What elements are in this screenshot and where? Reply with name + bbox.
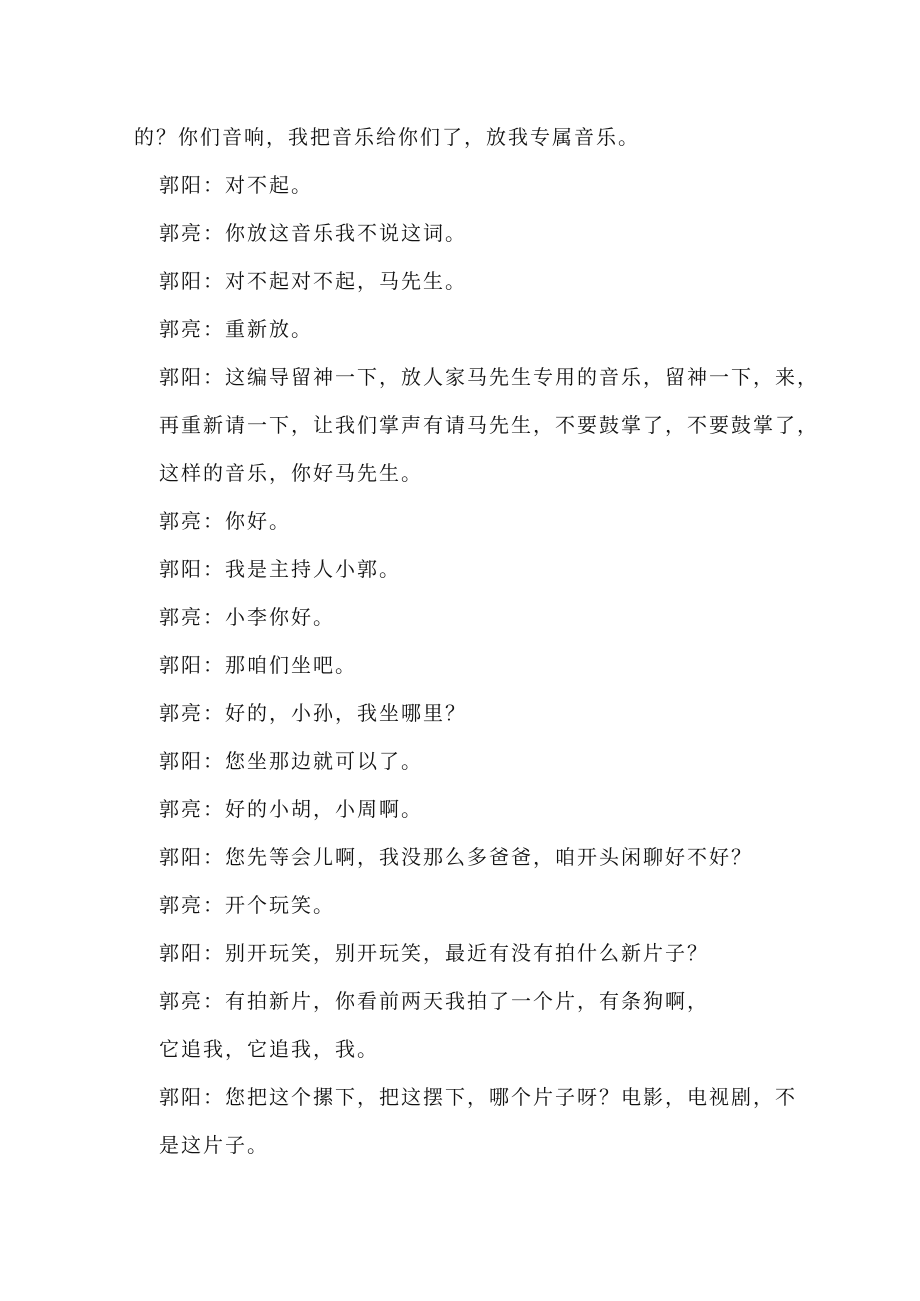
- text-line: 郭亮：好的，小孙，我坐哪里？: [159, 701, 467, 725]
- dialogue-paragraph: [134, 113, 802, 161]
- text-line: 这样的音乐，你好马先生。: [159, 461, 423, 485]
- text-line: 郭亮：重新放。: [159, 317, 313, 341]
- text-line: 郭亮：有拍新片，你看前两天我拍了一个片，有条狗啊，: [159, 989, 709, 1013]
- dialogue-paragraph: [134, 497, 802, 545]
- dialogue-paragraph: [134, 593, 802, 641]
- text-line: 它追我，它追我，我。: [159, 1037, 379, 1061]
- text-line: 郭亮：好的小胡，小周啊。: [159, 797, 423, 821]
- document-body: [134, 113, 819, 1169]
- text-line: 郭亮：你放这音乐我不说这词。: [159, 221, 467, 245]
- dialogue-paragraph: [134, 257, 802, 305]
- dialogue-paragraph: [134, 689, 802, 737]
- text-line: 郭亮：小李你好。: [159, 605, 335, 629]
- text-line: 是这片子。: [159, 1133, 269, 1157]
- dialogue-paragraph: [134, 209, 802, 257]
- dialogue-paragraph: [134, 785, 802, 833]
- text-line: 再重新请一下，让我们掌声有请马先生，不要鼓掌了，不要鼓掌了，: [159, 413, 819, 437]
- text-line: 的？你们音响，我把音乐给你们了，放我专属音乐。: [134, 125, 640, 149]
- dialogue-paragraph: [134, 545, 802, 593]
- text-line: 郭阳：别开玩笑，别开玩笑，最近有没有拍什么新片子？: [159, 941, 709, 965]
- text-line: 郭阳：这编导留神一下，放人家马先生专用的音乐，留神一下，来，: [159, 365, 819, 389]
- text-line: 郭亮：开个玩笑。: [159, 893, 335, 917]
- text-line: 郭阳：对不起对不起，马先生。: [159, 269, 467, 293]
- dialogue-paragraph: [134, 977, 802, 1073]
- dialogue-paragraph: [134, 1073, 802, 1169]
- dialogue-paragraph: [134, 641, 802, 689]
- text-line: 郭阳：您先等会儿啊，我没那么多爸爸，咱开头闲聊好不好？: [159, 845, 753, 869]
- dialogue-paragraph: [134, 737, 802, 785]
- text-line: 郭阳：那咱们坐吧。: [159, 653, 357, 677]
- dialogue-paragraph: [134, 353, 819, 497]
- text-line: 郭阳：您把这个摞下，把这摆下，哪个片子呀？电影，电视剧，不: [159, 1085, 797, 1109]
- text-line: 郭阳：对不起。: [159, 173, 313, 197]
- dialogue-paragraph: [134, 833, 802, 881]
- text-line: 郭阳：您坐那边就可以了。: [159, 749, 423, 773]
- dialogue-paragraph: [134, 305, 802, 353]
- text-line: 郭亮：你好。: [159, 509, 291, 533]
- text-line: 郭阳：我是主持人小郭。: [159, 557, 401, 581]
- dialogue-paragraph: [134, 929, 802, 977]
- dialogue-paragraph: [134, 161, 802, 209]
- dialogue-paragraph: [134, 881, 802, 929]
